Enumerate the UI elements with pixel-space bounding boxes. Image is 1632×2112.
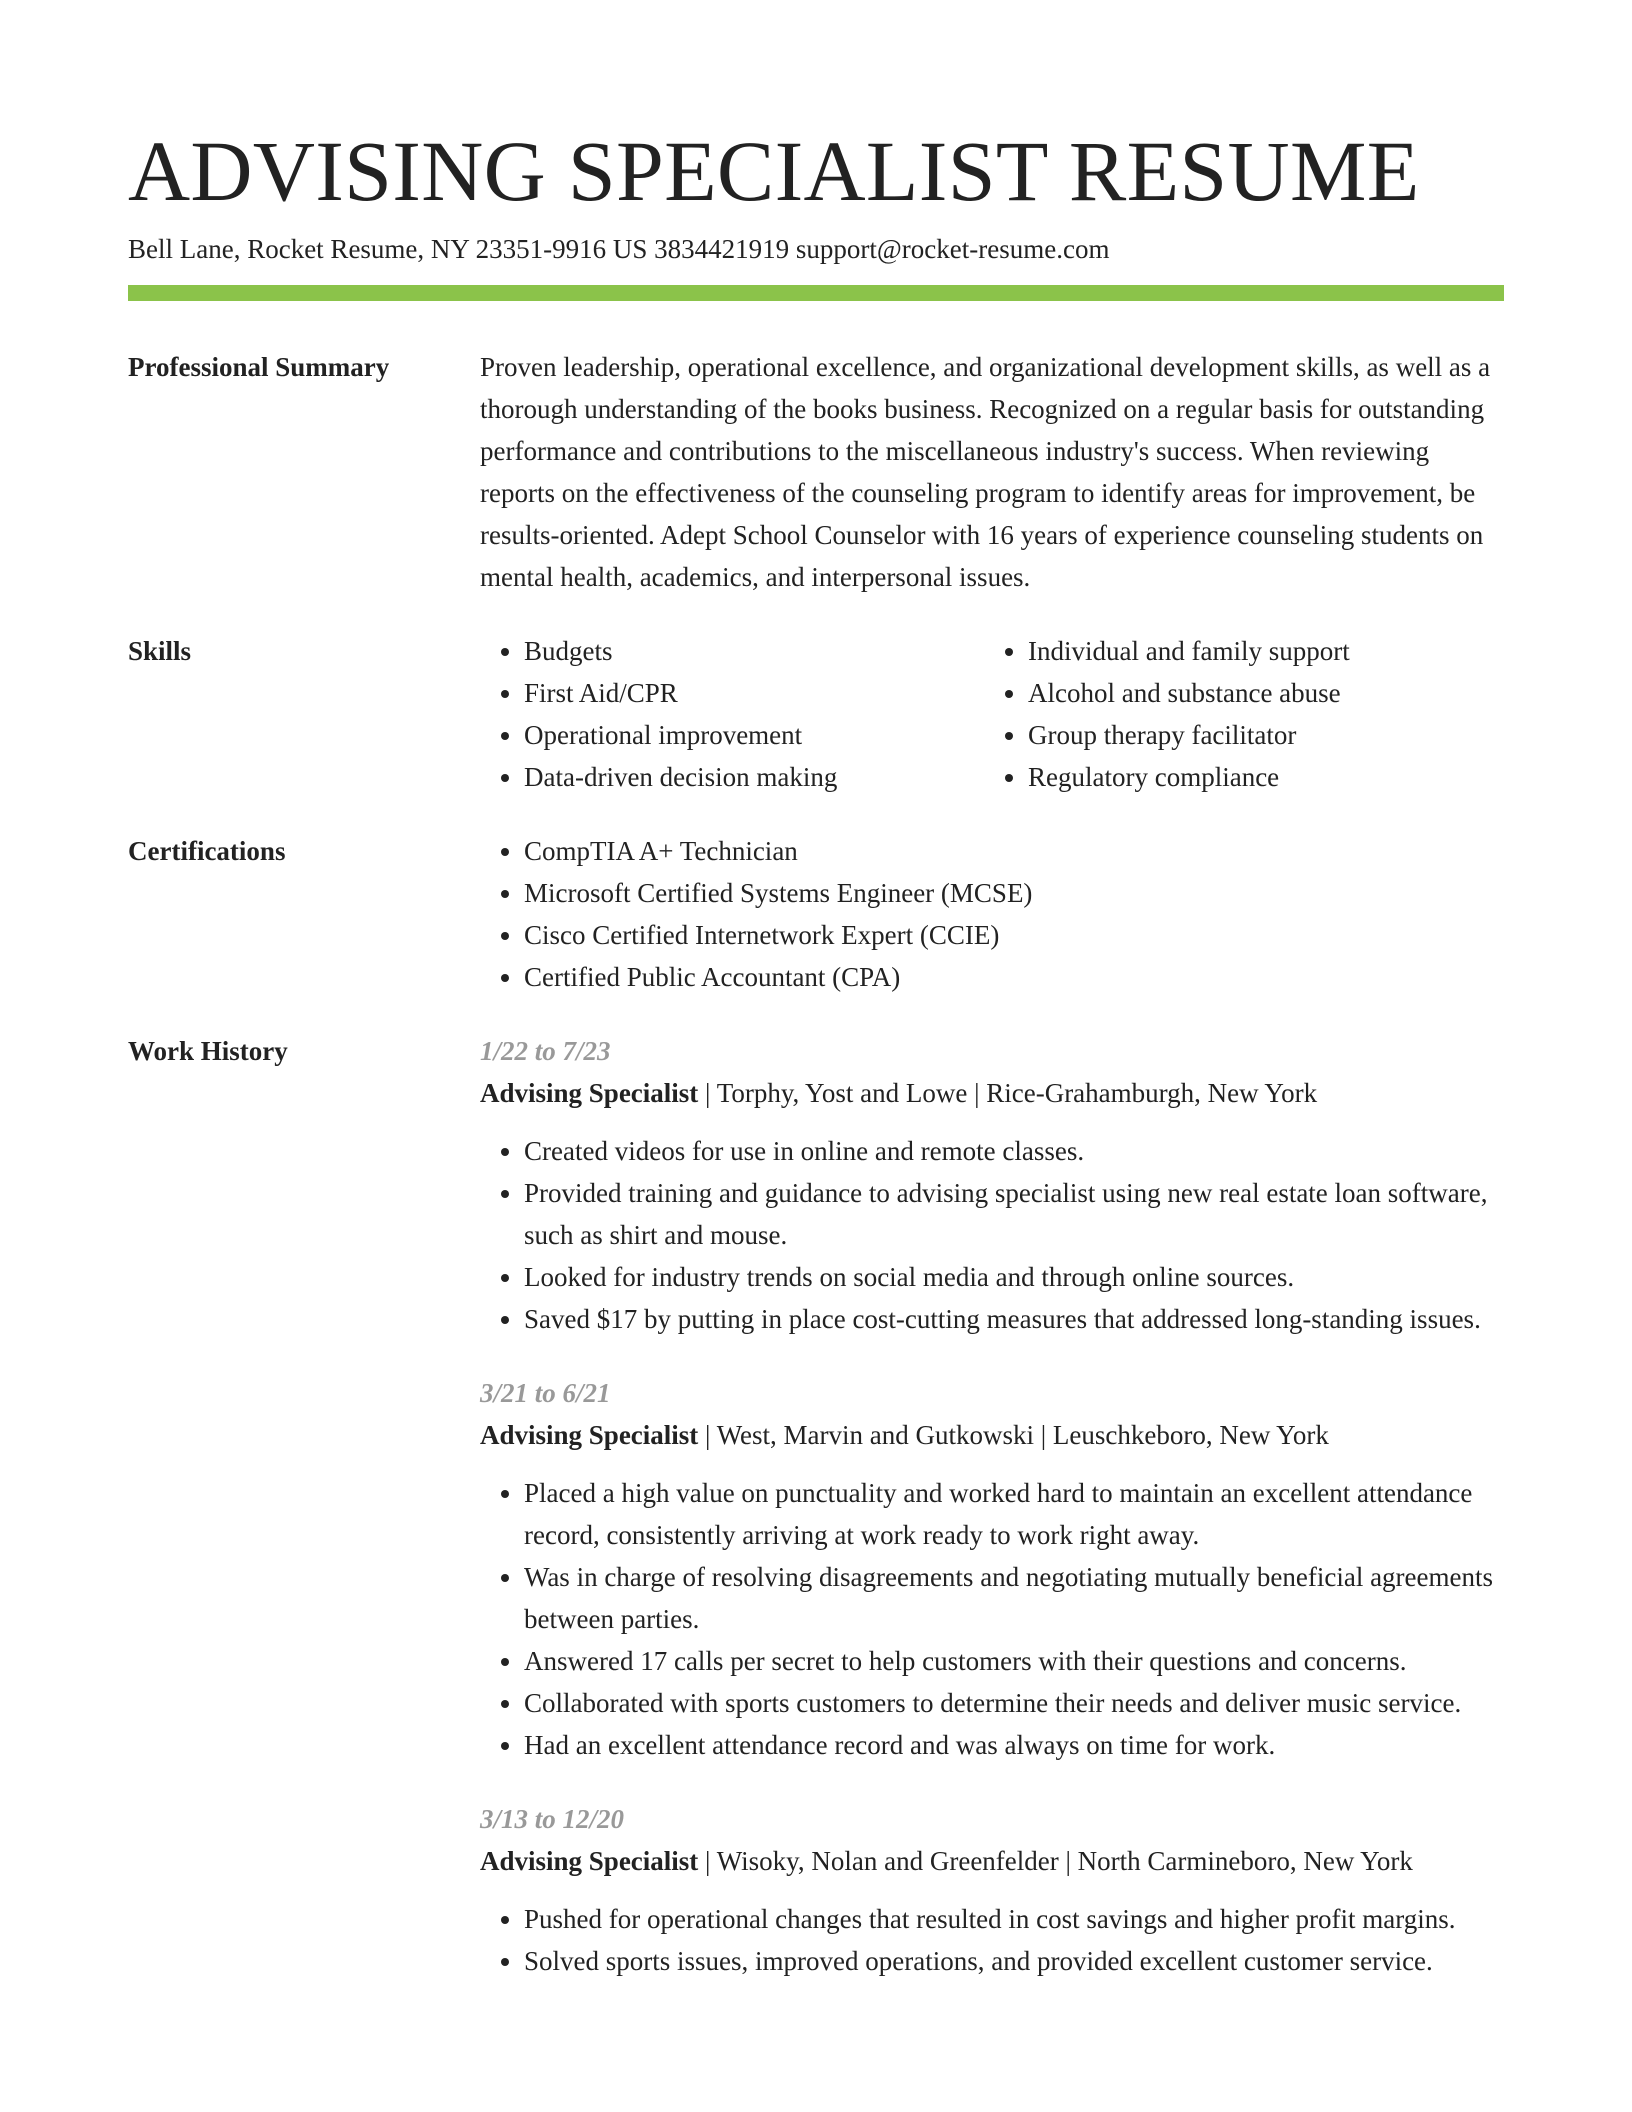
skill-item: • Budgets bbox=[524, 630, 984, 672]
job-bullet: • Pushed for operational changes that resulted in cost savings and higher profit margins. bbox=[524, 1898, 1504, 1940]
certifications-section bbox=[480, 830, 1504, 998]
job-title: Advising Specialist bbox=[480, 1846, 699, 1876]
job-bullet: • Was in charge of resolving disagreements and negotiating mutually beneficial agreements between parties. bbox=[524, 1556, 1504, 1640]
job-bullet: • Answered 17 calls per secret to help customers with their questions and concerns. bbox=[524, 1640, 1504, 1682]
certification-item: • Cisco Certified Internetwork Expert (CCIE) bbox=[524, 914, 1504, 956]
skill-item: • First Aid/CPR bbox=[524, 672, 984, 714]
skill-item: • Group therapy facilitator bbox=[1028, 714, 1488, 756]
job-bullet: • Placed a high value on punctuality and worked hard to maintain an excellent attendance record, consistently arriving at work ready to work right away. bbox=[524, 1472, 1504, 1556]
skill-item: • Regulatory compliance bbox=[1028, 756, 1488, 798]
job-bullet: • Solved sports issues, improved operations, and provided excellent customer service. bbox=[524, 1940, 1504, 1982]
job-header bbox=[480, 1414, 1504, 1456]
job-bullet: • Provided training and guidance to advising specialist using new real estate loan software, such as shirt and mouse. bbox=[524, 1172, 1504, 1256]
summary-section bbox=[480, 346, 1504, 598]
job-bullet: • Had an excellent attendance record and was always on time for work. bbox=[524, 1724, 1504, 1766]
work-history-section bbox=[480, 1030, 1504, 1982]
work-history-heading: Work History bbox=[128, 1036, 288, 1066]
job-dates: 1/22 to 7/23 bbox=[480, 1036, 611, 1066]
job-entry bbox=[480, 1798, 1504, 1982]
job-entry bbox=[480, 1372, 1504, 1766]
skills-heading: Skills bbox=[128, 636, 192, 666]
resume-title: ADVISING SPECIALIST RESUME bbox=[128, 123, 1420, 219]
certification-item: • Certified Public Accountant (CPA) bbox=[524, 956, 1504, 998]
job-dates: 3/13 to 12/20 bbox=[480, 1804, 625, 1834]
summary-text: Proven leadership, operational excellence, and organizational development skills, as well as a thorough understanding of the books business. Recognized on a regular basis for outstanding performance and contributions to the miscellaneous industry's success. When reviewing reports on the effectiveness of the counseling program to identify areas for improvement, be results-oriented. Adept School Counselor with 16 years of experience counseling students on mental health, academics, and interpersonal issues. bbox=[480, 352, 1491, 592]
job-title: Advising Specialist bbox=[480, 1420, 699, 1450]
certifications-heading: Certifications bbox=[128, 836, 286, 866]
job-dates: 3/21 to 6/21 bbox=[480, 1378, 611, 1408]
job-bullet: • Collaborated with sports customers to determine their needs and deliver music service. bbox=[524, 1682, 1504, 1724]
job-bullet: • Created videos for use in online and remote classes. bbox=[524, 1130, 1504, 1172]
job-header bbox=[480, 1840, 1504, 1882]
contact-info: Bell Lane, Rocket Resume, NY 23351-9916 US 3834421919 support@rocket-resume.com bbox=[128, 234, 1110, 264]
certification-item: • CompTIA A+ Technician bbox=[524, 830, 1504, 872]
certification-item: • Microsoft Certified Systems Engineer (MCSE) bbox=[524, 872, 1504, 914]
job-header bbox=[480, 1072, 1504, 1114]
summary-heading: Professional Summary bbox=[128, 352, 390, 382]
job-details: | West, Marvin and Gutkowski | Leuschkeboro, New York bbox=[698, 1420, 1329, 1450]
header-divider bbox=[128, 285, 1504, 301]
job-details: | Torphy, Yost and Lowe | Rice-Grahamburgh, New York bbox=[698, 1078, 1318, 1108]
skill-item: • Data-driven decision making bbox=[524, 756, 984, 798]
skill-item: • Alcohol and substance abuse bbox=[1028, 672, 1488, 714]
job-bullet: • Looked for industry trends on social media and through online sources. bbox=[524, 1256, 1504, 1298]
job-bullet: • Saved $17 by putting in place cost-cutting measures that addressed long-standing issues. bbox=[524, 1298, 1504, 1340]
job-entry bbox=[480, 1030, 1504, 1340]
skill-item: • Individual and family support bbox=[1028, 630, 1488, 672]
skills-section bbox=[480, 630, 1504, 798]
job-title: Advising Specialist bbox=[480, 1078, 699, 1108]
skill-item: • Operational improvement bbox=[524, 714, 984, 756]
job-details: | Wisoky, Nolan and Greenfelder | North Carmineboro, New York bbox=[698, 1846, 1413, 1876]
